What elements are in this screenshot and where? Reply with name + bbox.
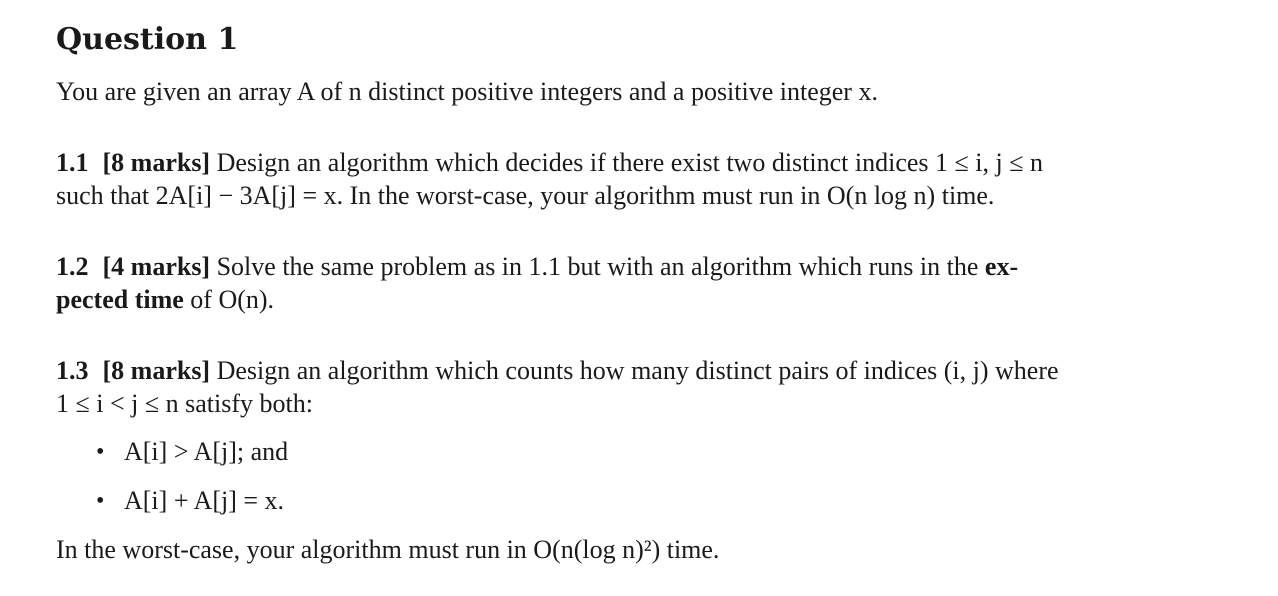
- part-text-line-1: Design an algorithm which decides if there exist two distinct indices 1 ≤ i, j ≤ n: [216, 148, 1044, 177]
- part-1-1: [56, 146, 1224, 212]
- part-1-3: [56, 354, 1224, 420]
- part-text-line-2: such that 2A[i] − 3A[j] = x. In the worst-case, your algorithm must run in O(n log n) time.: [56, 181, 995, 210]
- bullet-icon: •: [96, 439, 105, 465]
- part-1-2: [56, 250, 1224, 316]
- part-marks: [8 marks]: [102, 356, 211, 385]
- part-text-line-1: Design an algorithm which counts how many distinct pairs of indices (i, j) where: [216, 356, 1059, 385]
- condition-list: [96, 436, 288, 534]
- list-item: [96, 436, 288, 485]
- part-number: 1.2: [56, 252, 89, 281]
- part-text-line-1: Solve the same problem as in 1.1 but with an algorithm which runs in the: [216, 252, 979, 281]
- condition-text: A[i] + A[j] = x.: [124, 486, 285, 515]
- part-number: 1.3: [56, 356, 89, 385]
- expected-time-emphasis-start: ex-: [984, 252, 1019, 281]
- list-item: [96, 485, 288, 534]
- expected-time-emphasis-end: pected time: [56, 285, 184, 314]
- part-1-3-closing: In the worst-case, your algorithm must run in O(n(log n)²) time.: [56, 535, 720, 564]
- part-text-line-2: 1 ≤ i < j ≤ n satisfy both:: [56, 389, 313, 418]
- question-title: Question 1: [56, 22, 239, 57]
- part-marks: [8 marks]: [102, 148, 211, 177]
- bullet-icon: •: [96, 488, 105, 514]
- part-marks: [4 marks]: [102, 252, 211, 281]
- part-number: 1.1: [56, 148, 89, 177]
- part-text-line-2: of O(n).: [190, 285, 275, 314]
- condition-text: A[i] > A[j]; and: [124, 437, 289, 466]
- question-intro: You are given an array A of n distinct positive integers and a positive integer x.: [56, 77, 878, 106]
